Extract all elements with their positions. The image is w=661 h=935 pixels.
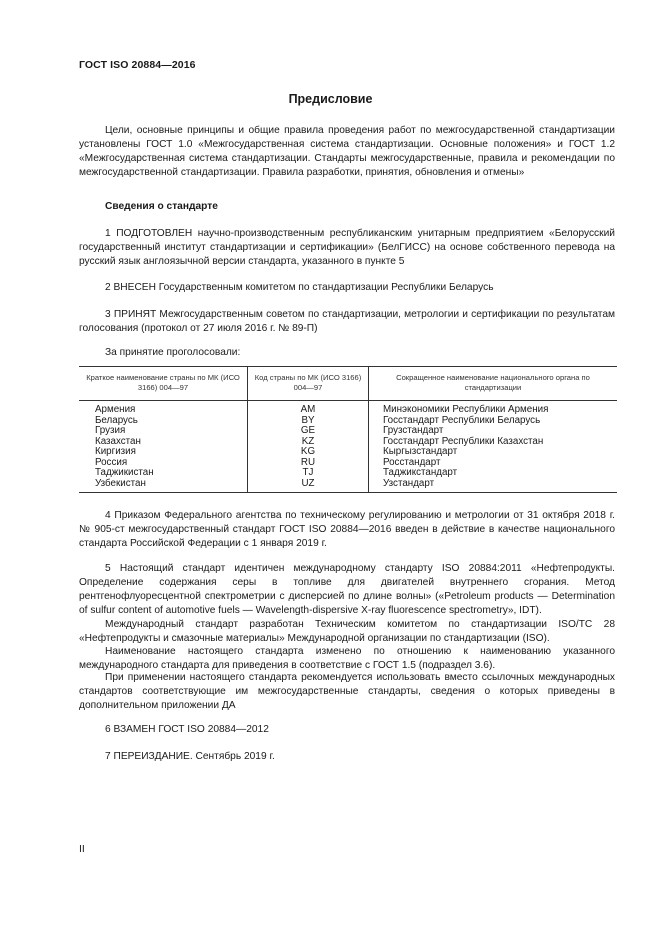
standards-body: Грузстандарт xyxy=(369,426,618,437)
country-name: Грузия xyxy=(95,425,126,436)
country-name: Россия xyxy=(95,456,128,468)
standards-body: Таджикстандарт xyxy=(369,468,618,479)
intro-paragraph: Цели, основные принципы и общие правила проведения работ по межгосударственной стандартизации установлены ГОСТ 1.0 «Межгосударственная система стандартизации. Основные положения» и ГОСТ 1.2 «Межгосударственная система стандартизации. Стандарты межгосударственные, правила и рекомендации по межгосударственной стандартизации. Правила разработки, принятия, обновления и отмены» xyxy=(79,125,615,178)
standards-body: Узстандарт xyxy=(369,479,618,493)
item-6-replaces: 6 ВЗАМЕН ГОСТ ISO 20884—2012 xyxy=(105,724,269,735)
country-name: Узбекистан xyxy=(79,479,248,493)
page-number: II xyxy=(79,843,85,855)
country-code: KG xyxy=(248,447,369,458)
country-code: BY xyxy=(248,416,369,427)
table-row xyxy=(79,468,617,479)
item-5-developer: Международный стандарт разработан Техническим комитетом по стандартизации ISO/TC 28 «Нефтепродукты и смазочные материалы» Международной организации по стандартизации (ISO). xyxy=(79,619,615,644)
country-code: RU xyxy=(248,458,369,469)
country-code: GE xyxy=(248,426,369,437)
page-title: Предисловие xyxy=(288,92,373,106)
standards-body: Минэкономики Республики Армения xyxy=(369,401,618,416)
country-name: Таджикистан xyxy=(95,467,154,478)
standards-body: Госстандарт Республики Казахстан xyxy=(369,437,618,448)
standards-body: Кыргызстандарт xyxy=(369,447,618,458)
standard-info-heading: Сведения о стандарте xyxy=(105,201,218,212)
item-7-reissue: 7 ПЕРЕИЗДАНИЕ. Сентябрь 2019 г. xyxy=(105,751,275,762)
table-row xyxy=(79,447,617,458)
item-5-references: При применении настоящего стандарта рекомендуется использовать вместо ссылочных международных стандартов соответствующие им межгосударственные стандарты, сведения о которых приведены в дополнительном приложении ДА xyxy=(79,672,615,711)
vote-table-header-row xyxy=(79,367,617,401)
country-name: Казахстан xyxy=(95,435,141,447)
item-5-identical: 5 Настоящий стандарт идентичен международному стандарту ISO 20884:2011 «Нефтепродукты. Определение содержания серы в топливе для двигателей внутреннего сгорания. Метод рентгенофлуоресцентной спектрометрии с дисперсией по длине волны» («Petroleum products — Determination of sulfur content of automotive fuels — Wavelength-dispersive X-ray fluorescence spectrometry», IDT). xyxy=(79,563,615,616)
country-code: AM xyxy=(248,401,369,416)
table-row xyxy=(79,437,617,448)
table-row xyxy=(79,458,617,469)
item-1-prepared: 1 ПОДГОТОВЛЕН научно-производственным республиканским унитарным предприятием «Белорусский государственный институт стандартизации и сертификации» (БелГИСС) на основе собственного перевода на русский язык англоязычной версии стандарта, указанного в пункте 5 xyxy=(79,228,615,267)
standards-body: Росстандарт xyxy=(369,458,618,469)
column-header-code: Код страны по МК (ИСО 3166) 004—97 xyxy=(248,367,369,401)
country-name: Армения xyxy=(95,404,136,415)
vote-table xyxy=(79,366,617,493)
country-code: TJ xyxy=(248,468,369,479)
item-3-adopted: 3 ПРИНЯТ Межгосударственным советом по стандартизации, метрологии и сертификации по результатам голосования (протокол от 27 июля 2016 г. № 89-П) xyxy=(79,309,615,334)
column-header-country: Краткое наименование страны по МК (ИСО 3166) 004—97 xyxy=(79,367,248,401)
column-header-body: Сокращенное наименование национального органа по стандартизации xyxy=(369,367,618,401)
item-4-order: 4 Приказом Федерального агентства по техническому регулированию и метрологии от 31 октября 2018 г. № 905-ст межгосударственный стандарт ГОСТ ISO 20884—2016 введен в действие в качестве национального стандарта Российской Федерации с 1 января 2019 г. xyxy=(79,510,615,549)
table-row xyxy=(79,401,617,416)
table-row xyxy=(79,426,617,437)
document-code-header: ГОСТ ISO 20884—2016 xyxy=(79,59,196,71)
vote-table-heading: За принятие проголосовали: xyxy=(105,347,241,358)
country-code: UZ xyxy=(248,479,369,493)
standards-body: Госстандарт Республики Беларусь xyxy=(369,416,618,427)
country-name: Беларусь xyxy=(95,414,138,426)
country-code: KZ xyxy=(248,437,369,448)
country-name: Киргизия xyxy=(95,446,136,457)
item-5-name-changed: Наименование настоящего стандарта изменено по отношению к наименованию указанного международного стандарта для приведения в соответствие с ГОСТ 1.5 (подраздел 3.6). xyxy=(79,646,615,671)
table-row xyxy=(79,416,617,427)
table-row xyxy=(79,479,617,493)
item-2-introduced: 2 ВНЕСЕН Государственным комитетом по стандартизации Республики Беларусь xyxy=(105,282,494,293)
